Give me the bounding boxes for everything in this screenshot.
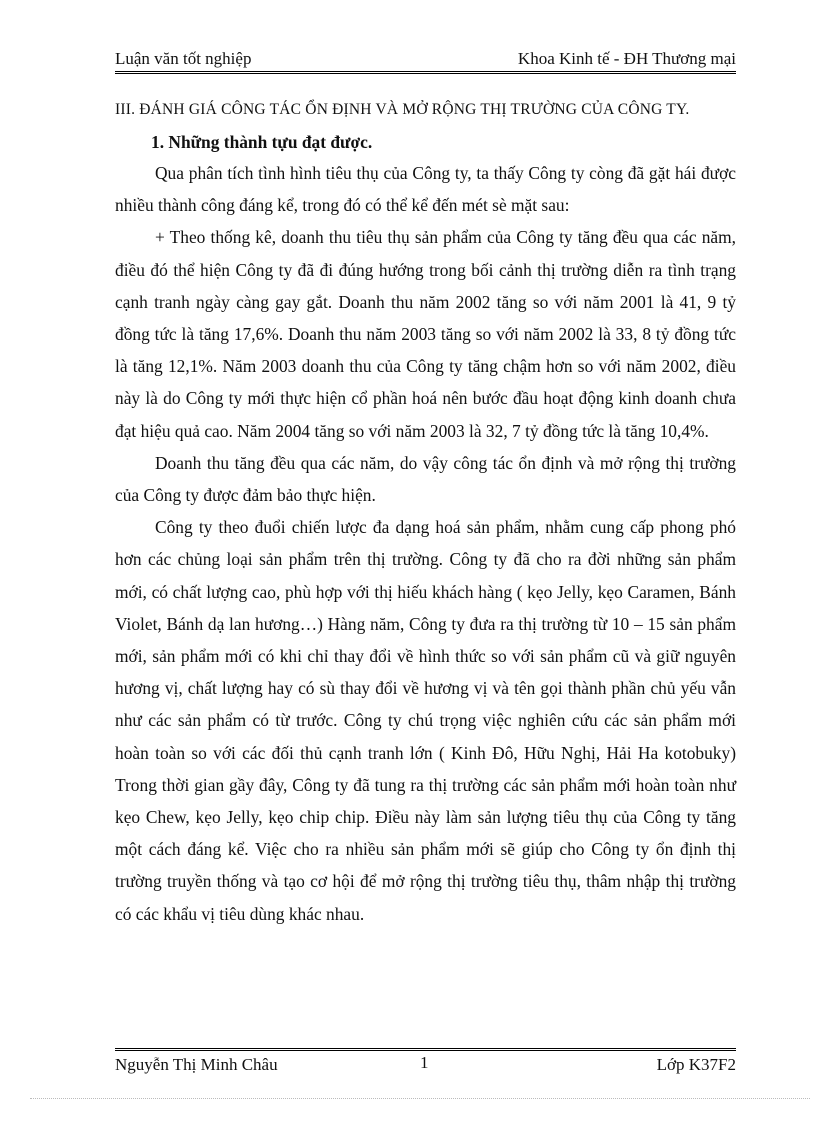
header-faculty-label: Khoa Kinh tế - ĐH Thương mại xyxy=(517,49,736,68)
page-bottom-divider xyxy=(30,1098,810,1099)
page-number: 1 xyxy=(420,1053,429,1072)
paragraph: Công ty theo đuổi chiến lược đa dạng hoá sản phẩm, nhằm cung cấp phong phó hơn các chủng loại sản phẩm trên thị trường. Công ty đã cho ra đời những sản phẩm mới, có chất lượng cao, phù hợp với thị hiếu khách hàng ( kẹo Jelly, kẹo Caramen, Bánh Violet, Bánh dạ lan hương…) Hàng năm, Công ty đưa ra thị trường từ 10 – 15 sản phẩm mới, sản phẩm mới có khi chỉ thay đổi về hình thức so với sản phẩm cũ và giữ nguyên hương vị, chất lượng hay có sù thay đổi về hương vị và tên gọi thành phần chủ yếu vẫn như các sản phẩm có từ trước. Công ty chú trọng việc nghiên cứu các sản phẩm mới hoàn toàn so với các đối thủ cạnh tranh lớn ( Kinh Đô, Hữu Nghị, Hải Ha kotobuky) Trong thời gian gầy đây, Công ty đã tung ra thị trường các sản phẩm mới hoàn toàn như kẹo Chew, kẹo Jelly, kẹo chip chip. Điều này làm sản lượng tiêu thụ của Công ty tăng một cách đáng kể. Việc cho ra nhiều sản phẩm mới sẽ giúp cho Công ty ổn định thị trường truyền thống và tạo cơ hội để mở rộng thị trường tiêu thụ, thâm nhập thị trường có các khẩu vị tiêu dùng khác nhau. xyxy=(115,517,736,924)
paragraph: Qua phân tích tình hình tiêu thụ của Công ty, ta thấy Công ty còng đã gặt hái được nhiều thành công đáng kể, trong đó có thể kể đến mét sè mặt sau: xyxy=(115,163,736,216)
section-heading: III. ĐÁNH GIÁ CÔNG TÁC ỔN ĐỊNH VÀ MỞ RỘNG THỊ TRƯỜNG CỦA CÔNG TY. xyxy=(115,101,690,118)
header-thesis-label: Luận văn tốt nghiệp xyxy=(115,49,252,68)
subsection-heading: 1. Những thành tựu đạt được. xyxy=(151,132,373,152)
page-footer xyxy=(115,1048,736,1075)
page-header xyxy=(115,49,736,74)
footer-author: Nguyễn Thị Minh Châu xyxy=(115,1055,278,1074)
page-body xyxy=(115,95,736,930)
footer-class: Lớp K37F2 xyxy=(656,1055,736,1074)
paragraph: + Theo thống kê, doanh thu tiêu thụ sản phẩm của Công ty tăng đều qua các năm, điều đó thể hiện Công ty đã đi đúng hướng trong bối cảnh thị trường diễn ra tình trạng cạnh tranh ngày càng gay gắt. Doanh thu năm 2002 tăng so với năm 2001 là 41, 9 tỷ đồng tức là tăng 17,6%. Doanh thu năm 2003 tăng so với năm 2002 là 33, 8 tỷ đồng tức là tăng 12,1%. Năm 2003 doanh thu của Công ty tăng chậm hơn so với năm 2002, điều này là do Công ty mới thực hiện cổ phần hoá nên bước đầu hoạt động kinh doanh chưa đạt hiệu quả cao. Năm 2004 tăng so với năm 2003 là 32, 7 tỷ đồng tức là tăng 10,4%. xyxy=(115,227,736,441)
paragraph: Doanh thu tăng đều qua các năm, do vậy công tác ổn định và mở rộng thị trường của Công ty được đảm bảo thực hiện. xyxy=(115,452,736,506)
